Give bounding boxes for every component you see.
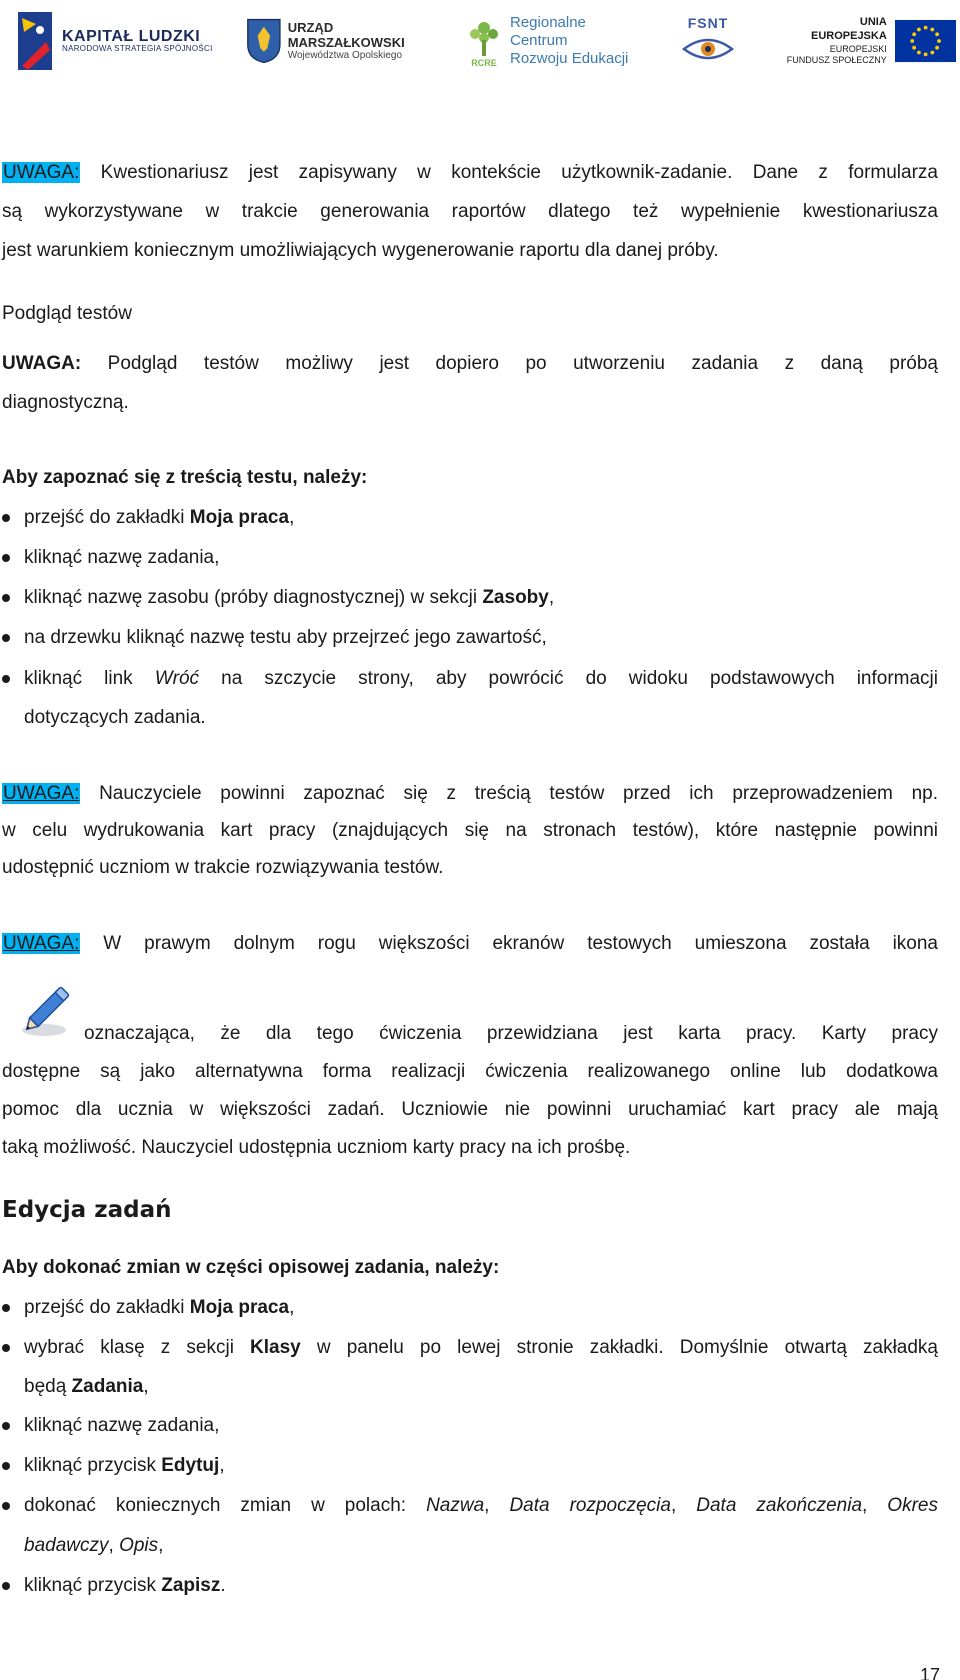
field-nazwa: Nazwa xyxy=(426,1495,485,1516)
list2-item6-end: . xyxy=(220,1575,226,1596)
p2-line1 xyxy=(2,352,938,376)
bullet-icon xyxy=(2,634,10,642)
p4-line1 xyxy=(2,932,938,956)
p3-line2: w celu wydrukowania kart pracy (znajdujących się na stronach testów), które następnie powinni xyxy=(2,820,938,841)
bullet-icon xyxy=(2,1344,10,1352)
p3-line3: udostępnić uczniom w trakcie rozwiązywania testów. xyxy=(2,857,444,878)
bullet-icon xyxy=(2,554,10,562)
sep: , xyxy=(108,1535,120,1556)
list2-item2 xyxy=(24,1336,938,1360)
list1-item5-line2: dotyczących zadania. xyxy=(24,707,206,728)
kapital-ludzki-emblem-icon xyxy=(16,10,54,72)
list2-item5 xyxy=(24,1494,938,1518)
list2-item6-text: kliknąć przycisk xyxy=(24,1575,162,1596)
p2-line2: diagnostyczną. xyxy=(2,392,129,413)
list2-item5-text: dokonać koniecznych zmian w polach: xyxy=(24,1495,427,1516)
p1-line1 xyxy=(2,161,938,185)
pencil-icon xyxy=(18,978,78,1040)
p3-line1 xyxy=(2,782,938,806)
sep: , xyxy=(670,1495,697,1516)
list1-item4: na drzewku kliknąć nazwę testu aby przejrzeć jego zawartość, xyxy=(24,627,547,648)
bullet-icon xyxy=(2,1502,10,1510)
list2-intro xyxy=(2,1256,938,1280)
list2-item2-text: wybrać klasę z sekcji xyxy=(24,1337,251,1358)
list1-item1-text: przejść do zakładki xyxy=(24,507,190,528)
tree-icon xyxy=(466,14,502,58)
list1-item2: kliknąć nazwę zadania, xyxy=(24,547,220,568)
list2-item5-line2 xyxy=(24,1534,938,1558)
list2-item1-end: , xyxy=(289,1297,295,1318)
uwaga-label-underlined: UWAGA: xyxy=(3,783,80,804)
eu-flag-icon xyxy=(895,19,956,63)
ue-line3: FUNDUSZ SPOŁECZNY xyxy=(786,54,887,65)
list1-item3 xyxy=(24,586,938,610)
field-badawczy: badawczy xyxy=(24,1535,109,1556)
p1-line1-text: Kwestionariusz jest zapisywany w kontekście użytkownik-zadanie. Dane z formularza xyxy=(80,162,938,183)
list2-item2-bold: Klasy xyxy=(250,1337,301,1358)
list1-item1 xyxy=(24,506,938,530)
rcre-abbr: RCRE xyxy=(471,58,497,68)
urzad-subtitle: Województwa Opolskiego xyxy=(287,49,403,61)
kapital-title: KAPITAŁ LUDZKI xyxy=(62,27,201,45)
sep: , xyxy=(484,1495,510,1516)
list1-intro xyxy=(2,466,938,490)
list2-item4-text: kliknąć przycisk xyxy=(24,1455,162,1476)
list2-item2-rest: w panelu po lewej stronie zakładki. Domyślnie otwartą zakładką xyxy=(300,1337,938,1358)
p4-line1-text: W prawym dolnym rogu większości ekranów testowych umieszona została ikona xyxy=(80,933,938,954)
rcre-logo xyxy=(466,8,646,74)
coat-of-arms-icon xyxy=(246,15,282,67)
urzad-marszalkowski-logo xyxy=(246,8,436,74)
rcre-line2: Rozwoju Edukacji xyxy=(510,50,629,67)
list2-item3: kliknąć nazwę zadania, xyxy=(24,1415,220,1436)
fsnt-logo xyxy=(680,8,750,74)
kapital-subtitle: NARODOWA STRATEGIA SPÓJNOŚCI xyxy=(62,44,213,54)
list1-item3-end: , xyxy=(548,587,555,608)
uwaga-label-bold: UWAGA: xyxy=(2,353,82,374)
bullet-icon xyxy=(2,1582,10,1590)
list2-item2-line2-text: będą xyxy=(24,1376,72,1397)
list1-item5-text: kliknąć link xyxy=(24,668,155,689)
bullet-icon xyxy=(2,1304,10,1312)
list1-item5-italic: Wróć xyxy=(154,668,200,689)
list2-item1-text: przejść do zakładki xyxy=(24,1297,190,1318)
eye-icon xyxy=(680,31,736,67)
uwaga-label: UWAGA: xyxy=(3,162,80,183)
field-data-rozpoczecia: Data rozpoczęcia xyxy=(509,1495,671,1516)
p1-line3: jest warunkiem koniecznym umożliwiających wygenerowanie raportu dla danej próby. xyxy=(2,240,719,261)
urzad-title: URZĄD MARSZAŁKOWSKI xyxy=(287,20,405,50)
list2-item4-end: , xyxy=(219,1455,225,1476)
field-data-zakonczenia: Data zakończenia xyxy=(696,1495,863,1516)
list2-item2-line2 xyxy=(24,1375,938,1399)
list2-item6-bold: Zapisz xyxy=(161,1575,221,1596)
list2-item2-line2-bold: Zadania xyxy=(71,1376,144,1397)
bullet-icon xyxy=(2,1422,10,1430)
list2-item5-end: , xyxy=(158,1535,164,1556)
list1-item5-rest: na szczycie strony, aby powrócić do widoku podstawowych informacji xyxy=(199,668,938,689)
p4-line4: pomoc dla ucznia w większości zadań. Uczniowie nie powinni uruchamiać kart pracy ale mają xyxy=(2,1099,938,1120)
list1-item1-end: , xyxy=(289,507,295,528)
list2-item1-bold: Moja praca xyxy=(189,1297,290,1318)
p4-line2: oznaczająca, że dla tego ćwiczenia przewidziana jest karta pracy. Karty pracy xyxy=(84,1023,938,1044)
bullet-icon xyxy=(2,675,10,683)
ue-line2: EUROPEJSKI xyxy=(829,43,887,54)
list2-item6 xyxy=(24,1574,938,1598)
field-okres: Okres xyxy=(887,1495,938,1516)
p1-line2: są wykorzystywane w trakcie generowania raportów dlatego też wypełnienie kwestionariusza xyxy=(2,201,938,222)
uwaga-label-underlined: UWAGA: xyxy=(3,933,80,954)
p4-line5: taką możliwość. Nauczyciel udostępnia uczniom karty pracy na ich prośbę. xyxy=(2,1137,631,1158)
list2-intro-text: Aby dokonać zmian w części opisowej zadania, należy: xyxy=(2,1257,500,1278)
page-number: 17 xyxy=(919,1665,940,1680)
list1-item5 xyxy=(24,667,938,691)
section-preview-title: Podgląd testów xyxy=(2,303,132,324)
list2-item2-line2-end: , xyxy=(143,1376,149,1397)
sep: , xyxy=(862,1495,888,1516)
p4-line3: dostępne są jako alternatywna forma realizacji ćwiczenia realizowanego online lub dodatkowa xyxy=(2,1061,938,1082)
fsnt-title: FSNT xyxy=(687,15,729,31)
list1-item3-bold: Zasoby xyxy=(482,587,549,608)
rcre-line1: Regionalne Centrum xyxy=(510,14,586,49)
list1-item1-bold: Moja praca xyxy=(189,507,290,528)
bullet-icon xyxy=(2,514,10,522)
ue-line1: UNIA EUROPEJSKA xyxy=(810,16,887,42)
bullet-icon xyxy=(2,1462,10,1470)
list2-item4-bold: Edytuj xyxy=(161,1455,220,1476)
p3-line1-text: Nauczyciele powinni zapoznać się z treścią testów przed ich przeprowadzeniem np. xyxy=(80,783,938,804)
bullet-icon xyxy=(2,594,10,602)
ue-logo xyxy=(786,8,956,74)
list2-item1 xyxy=(24,1296,938,1320)
list1-item3-text: kliknąć nazwę zasobu (próby diagnostycznej) w sekcji xyxy=(24,587,483,608)
field-opis: Opis xyxy=(119,1535,159,1556)
list2-item4 xyxy=(24,1454,938,1478)
list1-intro-text: Aby zapoznać się z treścią testu, należy: xyxy=(2,467,368,488)
heading-edit-tasks: Edycja zadań xyxy=(2,1197,172,1223)
p2-line1-text: Podgląd testów możliwy jest dopiero po utworzeniu zadania z daną próbą xyxy=(81,353,938,374)
kapital-ludzki-logo xyxy=(16,8,216,74)
